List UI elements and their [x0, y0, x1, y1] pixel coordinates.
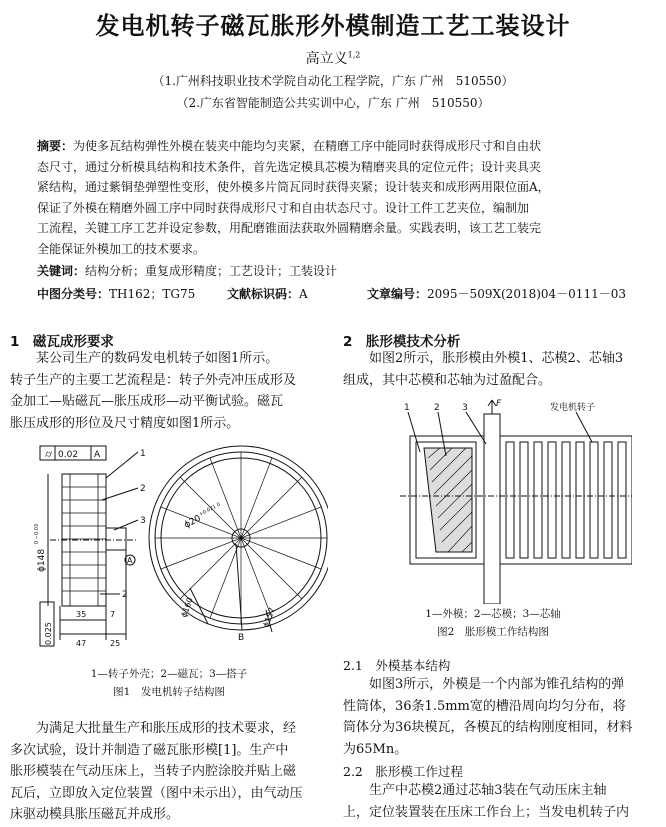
figure-2-legend: 1—外模；2—芯模；3—芯轴	[425, 608, 561, 620]
section-2-1-heading: 2.1 外模基本结构	[343, 658, 451, 673]
fig2-rotor-label: 发电机转子	[550, 403, 596, 413]
fig1-part-1: 1	[140, 449, 146, 459]
figure-1-legend: 1—转子外壳；2—磁瓦；3—搭子	[90, 668, 248, 680]
fig1-ref-b: B	[238, 633, 245, 643]
keywords	[37, 262, 629, 279]
abstract-label: 摘要：	[37, 139, 74, 153]
section-1-para-1: 某公司生产的数码发电机转子如图1所示。 转子生产的主要工艺流程是：转子外壳冲压成形及 金加工—贴磁瓦—胀压成形—动平衡试验。磁瓦 胀压成形的形位及尺寸精度如图1所示。	[10, 351, 297, 431]
section-2-2-para: 生产中芯模2通过芯轴3装在气动压床主轴 上，定位装置装在压床工作台上；当发电机转子内	[343, 783, 630, 820]
fig1-dim-0025: 0.025	[44, 622, 53, 645]
fig1-dia148: ϕ148	[37, 548, 47, 572]
author-name: 高立义	[305, 51, 348, 67]
keywords-text: 结构分析；重复成形精度；工艺设计；工装设计	[85, 264, 338, 278]
abstract-line: 全能保证外模加工的技术要求。	[37, 241, 206, 256]
abstract-line: 摘要：为使多瓦结构弹性外模在装夹中能均匀夹紧，在精磨工序中能同时获得成形尺寸和自由状	[37, 139, 542, 153]
section-2-1-para: 如图3所示，外模是一个内部为锥孔结构的弹 性筒体，36条1.5mm宽的槽沿周向均匀分布，将 筒体分为36块模瓦，各模瓦的结构刚度相同，材料 为65Mn。	[343, 677, 633, 757]
section-2-2-heading: 2.2 胀形模工作过程	[343, 764, 463, 779]
abstract-line: 工流程，关键工序工艺并设定参数，用配磨锥面法获取外圆精磨余量。实践表明，该工艺工装完	[37, 221, 542, 235]
fig2-force: F	[496, 399, 502, 409]
figure-1-drawing	[10, 432, 328, 664]
section-2-heading: 2 胀形模技术分析	[343, 334, 461, 350]
fig1-tol: 0.02	[58, 450, 79, 460]
fig2-part-3: 3	[462, 403, 468, 413]
section-1-heading: 1 磁瓦成形要求	[10, 334, 114, 350]
fig1-dim-7: 7	[110, 610, 116, 619]
figure-2-drawing	[400, 396, 632, 604]
fig1-dim-35: 35	[76, 610, 87, 619]
svg-text:⌭: ⌭	[45, 449, 53, 460]
author-affil-marks: 1,2	[347, 50, 361, 60]
fig1-dia157: ϕ157	[261, 606, 277, 629]
fig1-dia20-tol: +0.021 0	[198, 501, 222, 518]
figure-1-caption: 图1 发电机转子结构图	[113, 686, 225, 698]
fig1-dim-25: 25	[110, 639, 121, 648]
classification-line: 中图分类号：TH162；TG75 文献标识码：A 文章编号：2095－509X(2018)04－0111－03	[37, 287, 626, 301]
abstract-line: 态尺寸，通过分析模具结构和技术条件，首先选定模具芯模为精磨夹具的定位元件；设计夹具夹	[37, 159, 542, 174]
fig1-dim-47: 47	[76, 639, 87, 648]
fig1-dia160: ϕ160	[179, 596, 195, 619]
fig1-ref-a-circle: A	[127, 556, 133, 565]
affiliation-2: （2.广东省智能制造公共实训中心，广东 广州 510550）	[176, 96, 490, 110]
fig1-part-2b: 2	[122, 590, 128, 600]
fig2-part-1: 1	[404, 403, 410, 413]
fig1-part-3: 3	[140, 516, 146, 526]
fig1-ref-a: A	[94, 450, 101, 460]
fig1-dia20: ϕ20	[182, 513, 203, 531]
author-line	[0, 48, 666, 68]
abstract-line: 紧结构，通过紫铜垫弹塑性变形，使外模多片筒瓦同时获得夹紧；设计装夹和成形两用限位面A，	[37, 180, 550, 194]
affiliation-1: （1.广州科技职业技术学院自动化工程学院，广东 广州 510550）	[152, 74, 514, 88]
paper-title: 发电机转子磁瓦胀形外模制造工艺工装设计	[95, 12, 571, 40]
abstract-line: 保证了外模在精磨外圆工序中同时获得成形尺寸和自由状态尺寸。设计工件工艺夹位，编制加	[37, 200, 530, 215]
keywords-label: 关键词：	[37, 264, 86, 278]
fig1-part-2: 2	[140, 484, 146, 494]
section-2-para-1: 如图2所示，胀形模由外模1、芯模2、芯轴3 组成，其中芯模和芯轴为过盈配合。	[343, 351, 624, 388]
abstract	[37, 136, 629, 259]
figure-2-caption: 图2 胀形模工作结构图	[437, 626, 549, 638]
fig2-part-2: 2	[434, 403, 440, 413]
fig1-dia148-tol: 0 −0.03	[34, 523, 40, 544]
section-1-para-2: 为满足大批量生产和胀压成形的技术要求，经 多次试验，设计并制造了磁瓦胀形模[1]。生产中 胀形模装在气动压床上，当转子内腔涂胶并贴上磁 瓦后，立即放入定位装置（图中未示出），由气动压 床驱动模具胀压磁瓦并成形。	[10, 721, 303, 822]
